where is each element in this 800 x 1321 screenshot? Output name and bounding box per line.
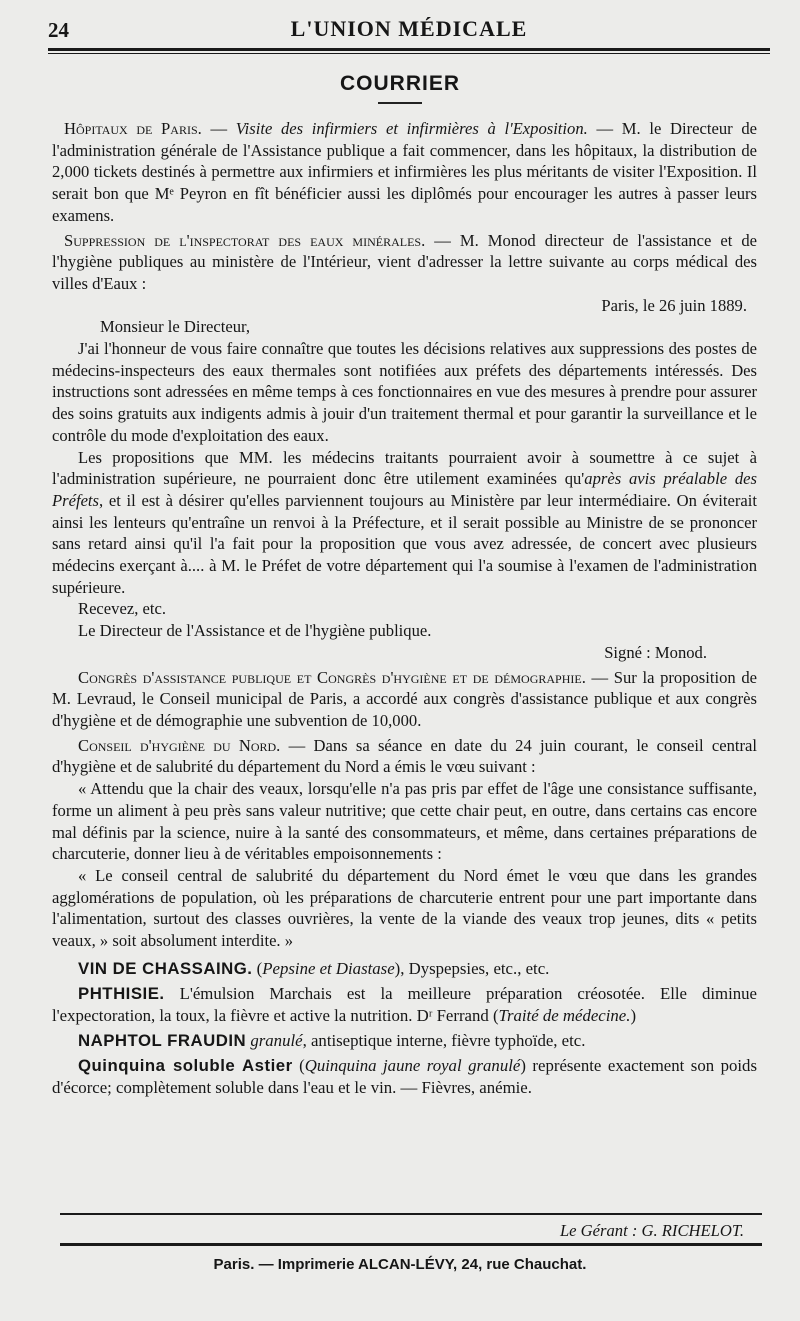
advert-text: ) représente exactement son poids d'écorce; complètement soluble dans l'eau et le vin. — Fièvres, anémie. [52, 1055, 757, 1097]
footer-rule [60, 1213, 762, 1215]
header-rule-thin [48, 53, 770, 54]
letter-date: Paris, le 26 juin 1889. [601, 295, 747, 315]
advert [52, 1030, 757, 1052]
item-heading: Hôpitaux de Paris. [64, 119, 202, 138]
letter-sign-title: Le Directeur de l'Assistance et de l'hygiène publique. [78, 621, 432, 641]
title-dash [378, 102, 422, 104]
item-text: — Dans sa séance en date du 24 juin courant, le conseil central d'hygiène et de salubrité du département du Nord a émis le vœu suivant : [52, 735, 757, 777]
item-suppression [52, 230, 757, 295]
advert [52, 1055, 757, 1099]
footer-rule-thick [60, 1243, 762, 1246]
advert-name: PHTHISIE. [78, 983, 165, 1003]
letter-paragraph: J'ai l'honneur de vous faire connaître que toutes les décisions relatives aux suppressions des postes de médecins-inspecteurs des eaux thermales sont notifiées aux préfets des départements intéressés. Des instructions sont adressées en même temps à ces fonctionnaires en vue des mesures à prendre pour assurer des soins gratuits aux indigents admis à jouir d'un traitement thermal et pour garantir la surveillance et le contrôle du mode d'exploitation des eaux. [52, 339, 758, 445]
item-congres [52, 667, 757, 732]
advert-italic: Quinquina jaune royal granulé [304, 1055, 521, 1075]
letter-signed: Signé : Monod. [604, 642, 707, 662]
advert-italic: Pepsine et Diastase [262, 958, 395, 978]
advert-text: ) [630, 1005, 637, 1025]
item-heading: Conseil d'hygiène du Nord. [78, 735, 281, 755]
advert-name: Quinquina soluble Astier [78, 1055, 293, 1075]
advert-name: VIN DE CHASSAING. [78, 958, 253, 978]
advert-italic: granulé [250, 1030, 303, 1050]
gerant-line: Le Gérant : G. RICHELOT. [559, 1221, 744, 1240]
advert [52, 958, 757, 980]
advert-text: ( [292, 1055, 305, 1075]
letter-italic: après avis préalable des Préfets [52, 469, 757, 510]
quote-paragraph: « Attendu que la chair des veaux, lorsqu'elle n'a pas pris par effet de l'âge une consistance suffisante, forme un aliment à peu près sans valeur nutritive; que cette chair peut, en outre, dans certains cas encore mal définis par la science, nuire à la santé des consommateurs, et même, dans certaines préparations de charcuterie, donner lieu à de véritables empoisonnements : [52, 779, 757, 864]
advert-text: L'émulsion Marchais est la meilleure préparation créosotée. Elle diminue l'expectoration, la toux, la fièvre et active la nutrition. Dʳ Ferrand ( [52, 983, 757, 1025]
letter-paragraph [52, 447, 757, 599]
advert-italic: Traité de médecine. [498, 1005, 631, 1025]
item-hopitaux [52, 118, 757, 227]
advert-text: ), Dyspepsies, etc., etc. [394, 958, 550, 978]
item-conseil [52, 735, 757, 778]
advert-name: NAPHTOL FRAUDIN [78, 1030, 247, 1050]
advert [52, 983, 757, 1027]
item-text: — M. Monod directeur de l'assistance et de l'hygiène publiques au ministère de l'Intérieur, vient d'adresser la lettre suivante au corps médical des villes d'Eaux : [52, 230, 758, 293]
advert-text: , antiseptique interne, fièvre typhoïde, etc. [302, 1030, 586, 1050]
section-title: COURRIER [339, 72, 460, 95]
item-text: — M. le Directeur de l'administration générale de l'Assistance publique a fait commencer, dans les hôpitaux, la distribution de 2,000 tickets destinés à permettre aux infirmiers et infirmières les plus méritants de visiter l'Exposition. Il serait bon que Mᵉ Peyron en fît bénéficier aussi les diplômés pour encourager les autres à passer leurs examens. [52, 119, 757, 225]
item-text: — Sur la proposition de M. Levraud, le Conseil municipal de Paris, a accordé aux congrès d'assistance publique et aux congrès d'hygiène et de démographie une subvention de 10,000. [52, 667, 757, 730]
article-body [52, 118, 757, 1099]
letter-text: Les propositions que MM. les médecins traitants pourraient avoir à soumettre à ce sujet à l'administration supérieure, ne pourraient donc être utilement examinées qu' [52, 447, 757, 489]
item-heading: Suppression de l'inspectorat des eaux minérales. [64, 230, 426, 250]
letter-closing: Recevez, etc. [78, 599, 166, 619]
header-rule [48, 48, 770, 51]
advert-text: ( [252, 958, 263, 978]
letter-text: , et il est à désirer qu'elles parviennent toujours au Ministère par leur intermédiaire. On éviterait ainsi les lenteurs qu'entraîne un renvoi à la Préfecture, et il serait possible au Ministre de se prononcer sans retard ainsi qu'il l'a fait pour la proposition que vous avez adressée, de concert avec plusieurs médecins exerçant à.... à M. le Préfet de votre département qui l'a soumise à l'examen de l'administration supérieure. [52, 490, 757, 597]
imprint-line: Paris. — Imprimerie ALCAN-LÉVY, 24, rue Chauchat. [213, 1256, 587, 1273]
page-number: 24 [48, 18, 69, 42]
item-heading: Congrès d'assistance publique et Congrès d'hygiène et de démographie. [78, 667, 586, 687]
page-header [48, 14, 770, 44]
quote-paragraph: « Le conseil central de salubrité du département du Nord émet le vœu que dans les grandes agglomérations de population, où les préparations de charcuterie entrent pour une part importante dans l'alimentation, surtout des classes ouvrières, la vente de la viande des veaux trop jeunes, dits « petits veaux, » soit absolument interdite. » [52, 865, 757, 951]
journal-title: L'UNION MÉDICALE [290, 16, 528, 41]
letter-salutation: Monsieur le Directeur, [100, 317, 251, 337]
separator: — [201, 119, 236, 138]
item-subject: Visite des infirmiers et infirmières à l'Exposition. [235, 119, 588, 138]
